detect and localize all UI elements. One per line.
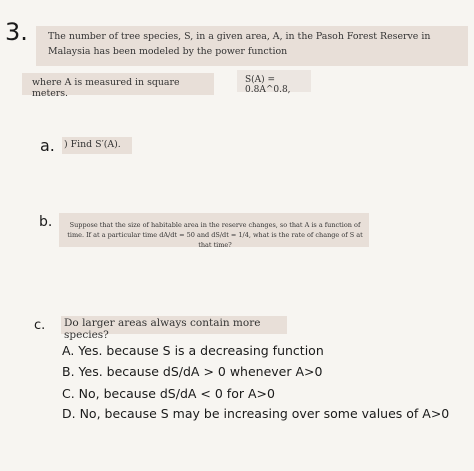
where-card bbox=[22, 73, 214, 99]
option-a: A. Yes. because S is a decreasing function bbox=[62, 343, 324, 358]
option-c: C. No, because dS/dA < 0 for A>0 bbox=[62, 386, 275, 401]
problem-number: 3. bbox=[5, 18, 28, 46]
part-b-card bbox=[59, 213, 369, 247]
part-b-text: Suppose that the size of habitable area in the reserve changes, so that A is a function of time. If at a particular time dA/dt = 50 and dS/dt = 1/4, what is the rate of change of S at that time? bbox=[67, 221, 363, 249]
part-c-question: Do larger areas always contain more species? bbox=[64, 317, 261, 341]
intro-text: The number of tree species, S, in a given area, A, in the Pasoh Forest Reserve in Malaysia has been modeled by the power function bbox=[48, 31, 431, 57]
part-b-label: b. bbox=[39, 214, 53, 230]
part-a-text: ) Find S′(A). bbox=[64, 139, 121, 150]
formula-card bbox=[237, 70, 311, 95]
part-a-card bbox=[62, 137, 132, 154]
option-d: D. No, because S may be increasing over some values of A>0 bbox=[62, 406, 450, 421]
formula-text: S(A) = 0.8A^0.8, bbox=[245, 75, 291, 95]
part-a-label: a. bbox=[40, 136, 55, 155]
where-text: where A is measured in square meters. bbox=[32, 77, 180, 99]
intro-card bbox=[36, 26, 468, 66]
option-b: B. Yes. because dS/dA > 0 whenever A>0 bbox=[62, 364, 323, 379]
part-c-card bbox=[61, 316, 287, 341]
part-c-label: c. bbox=[34, 318, 46, 333]
